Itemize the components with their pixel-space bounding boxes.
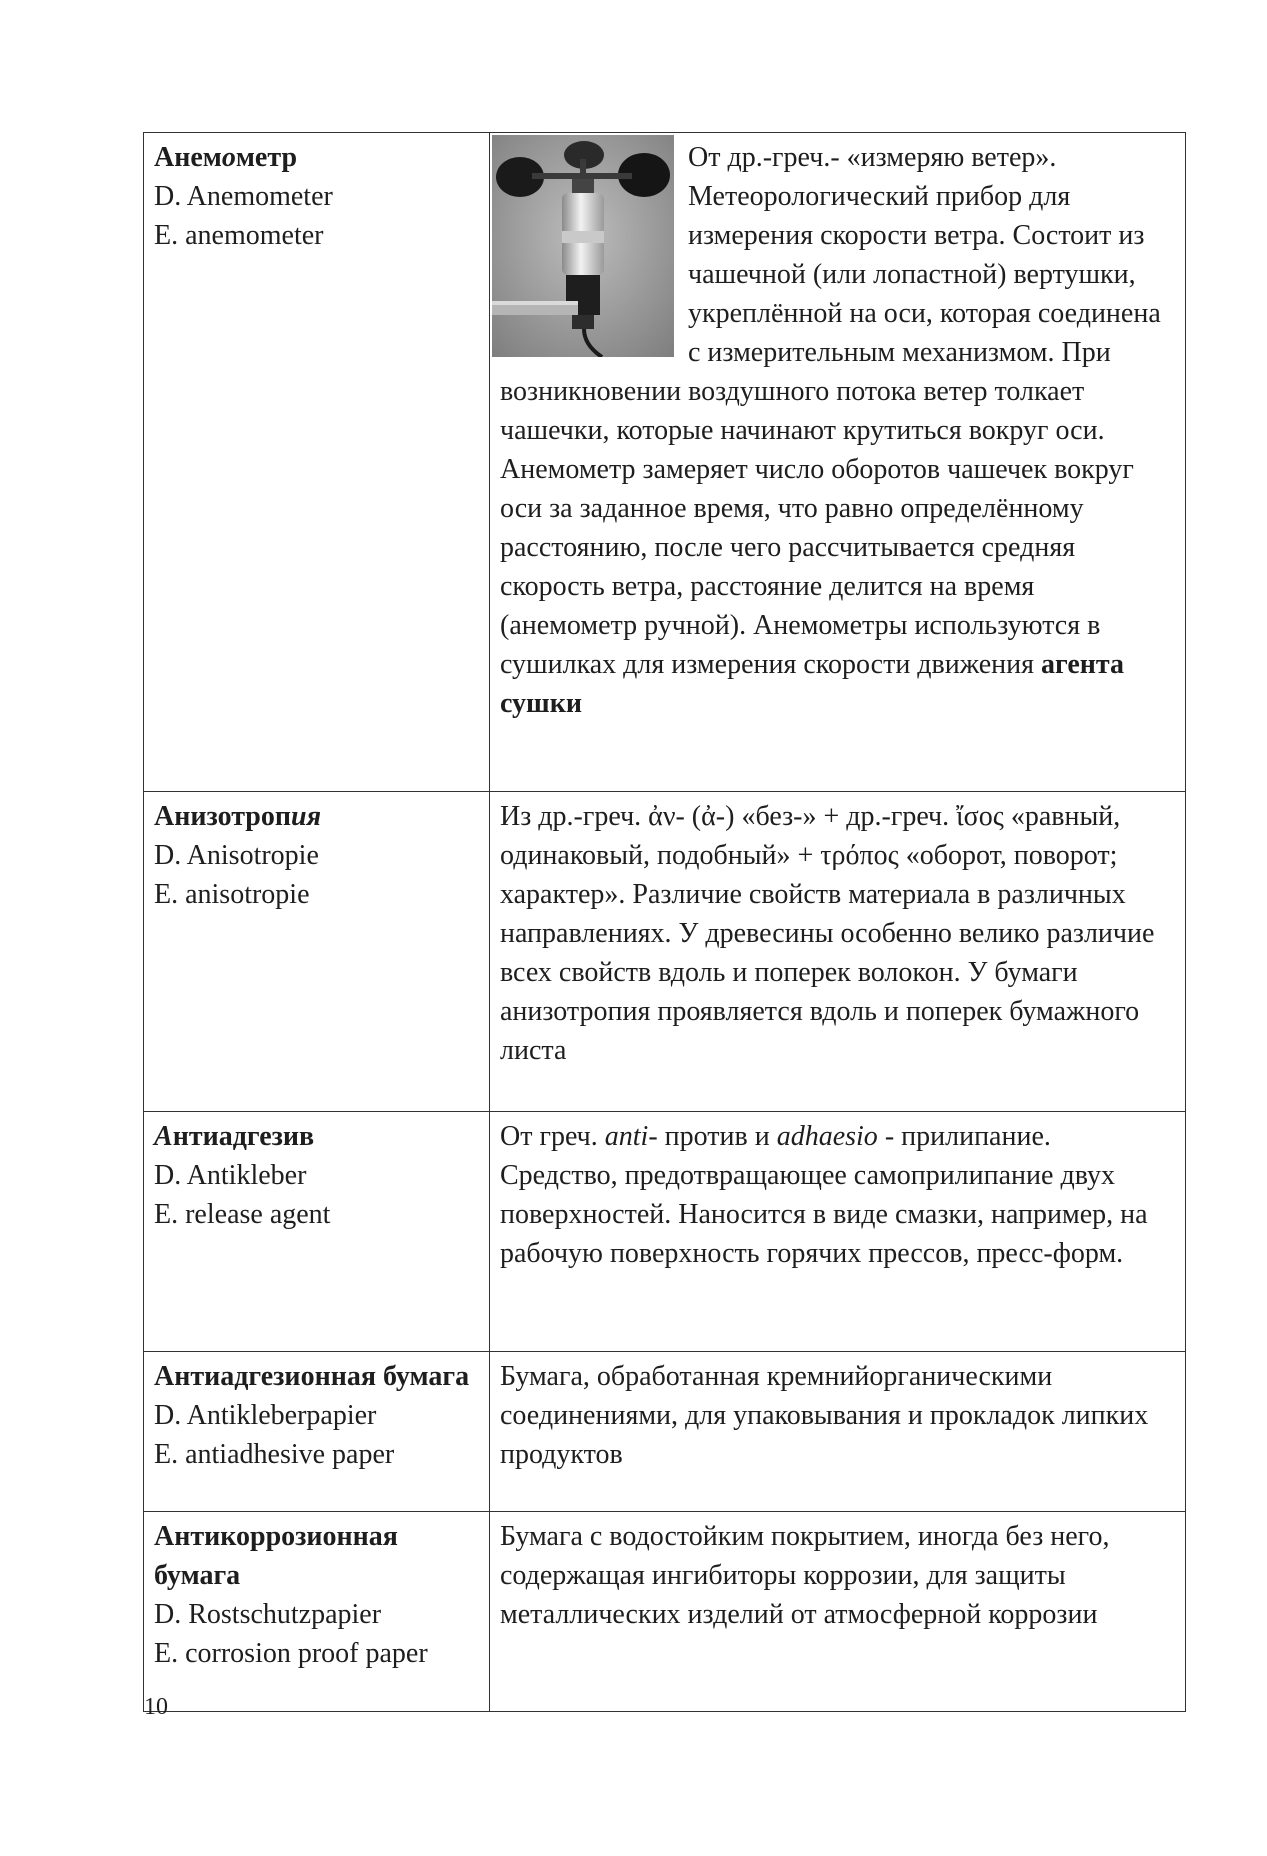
term-german: D. Anisotropie — [154, 840, 319, 871]
definition-text: Бумага с водостойким покрытием, иногда без него, содержащая ингибиторы коррозии, для защиты металлических изделий от атмосферной коррозии — [500, 1521, 1110, 1630]
definition-cell — [490, 1352, 1186, 1512]
term-cell — [144, 1112, 490, 1352]
definition-text: От греч. anti- против и adhaesio - прилипание. Средство, предотвращающее самоприлипание двух поверхностей. Наносится в виде смазки, например, на рабочую поверхность горячих прессов, пресс-форм. — [500, 1121, 1148, 1269]
term-english: E. anemometer — [154, 220, 324, 251]
term-english: E. anisotropie — [154, 879, 310, 910]
table-row — [144, 133, 1186, 792]
term-title: Анемометр — [154, 142, 298, 173]
page-number: 10 — [144, 1694, 168, 1720]
table-row — [144, 1512, 1186, 1712]
definition-cell — [490, 1112, 1186, 1352]
anemometer-photo — [492, 135, 674, 357]
term-title: Антиадгезионная бумага — [154, 1361, 470, 1392]
term-cell — [144, 1352, 490, 1512]
definition-bold-term: агента сушки — [500, 649, 1125, 719]
table-row — [144, 792, 1186, 1112]
definition-text: Бумага, обработанная кремнийорганическими соединениями, для упаковывания и прокладок липких продуктов — [500, 1361, 1149, 1470]
term-title: Антикоррозионная бумага — [154, 1521, 398, 1591]
definition-cell — [490, 792, 1186, 1112]
glossary-table — [143, 132, 1186, 1712]
term-title: Анизотропия — [154, 801, 322, 832]
term-english: E. release agent — [154, 1199, 331, 1230]
term-title: Антиадгезив — [154, 1121, 315, 1152]
table-row — [144, 1112, 1186, 1352]
term-cell — [144, 1512, 490, 1712]
term-english: E. antiadhesive paper — [154, 1439, 395, 1470]
term-cell — [144, 133, 490, 792]
term-german: D. Antikleber — [154, 1160, 307, 1191]
definition-cell — [490, 133, 1186, 792]
definition-cell — [490, 1512, 1186, 1712]
term-english: E. corrosion proof paper — [154, 1638, 428, 1669]
term-german: D. Rostschutzpapier — [154, 1599, 382, 1630]
term-german: D. Antikleberpapier — [154, 1400, 377, 1431]
table-row — [144, 1352, 1186, 1512]
term-german: D. Anemometer — [154, 181, 333, 212]
term-cell — [144, 792, 490, 1112]
definition-text: Из др.-греч. ἀν- (ἀ-) «без-» + др.-греч. ἴσος «равный, одинаковый, подобный» + τρόπος «оборот, поворот; характер». Различие свойств материала в различных направлениях. У древесины особенно велико различие всех свойств вдоль и поперек волокон. У бумаги анизотропия проявляется вдоль и поперек бумажного листа — [500, 801, 1155, 1066]
definition-text: От др.-греч.- «измеряю ветер». Метеорологический прибор для измерения скорости ветра. Состоит из чашечной (или лопастной) вертушки, укреплённой на оси, которая соединена с измерительным механизмом. При возникновении воздушного потока ветер толкает чашечки, которые начинают крутиться вокруг оси. Анемометр замеряет число оборотов чашечек вокруг оси за заданное время, что равно определённому расстоянию, после чего рассчитывается средняя скорость ветра, расстояние делится на время (анемометр ручной). Анемометры используются в сушилках для измерения скорости движения агента сушки — [500, 142, 1161, 719]
